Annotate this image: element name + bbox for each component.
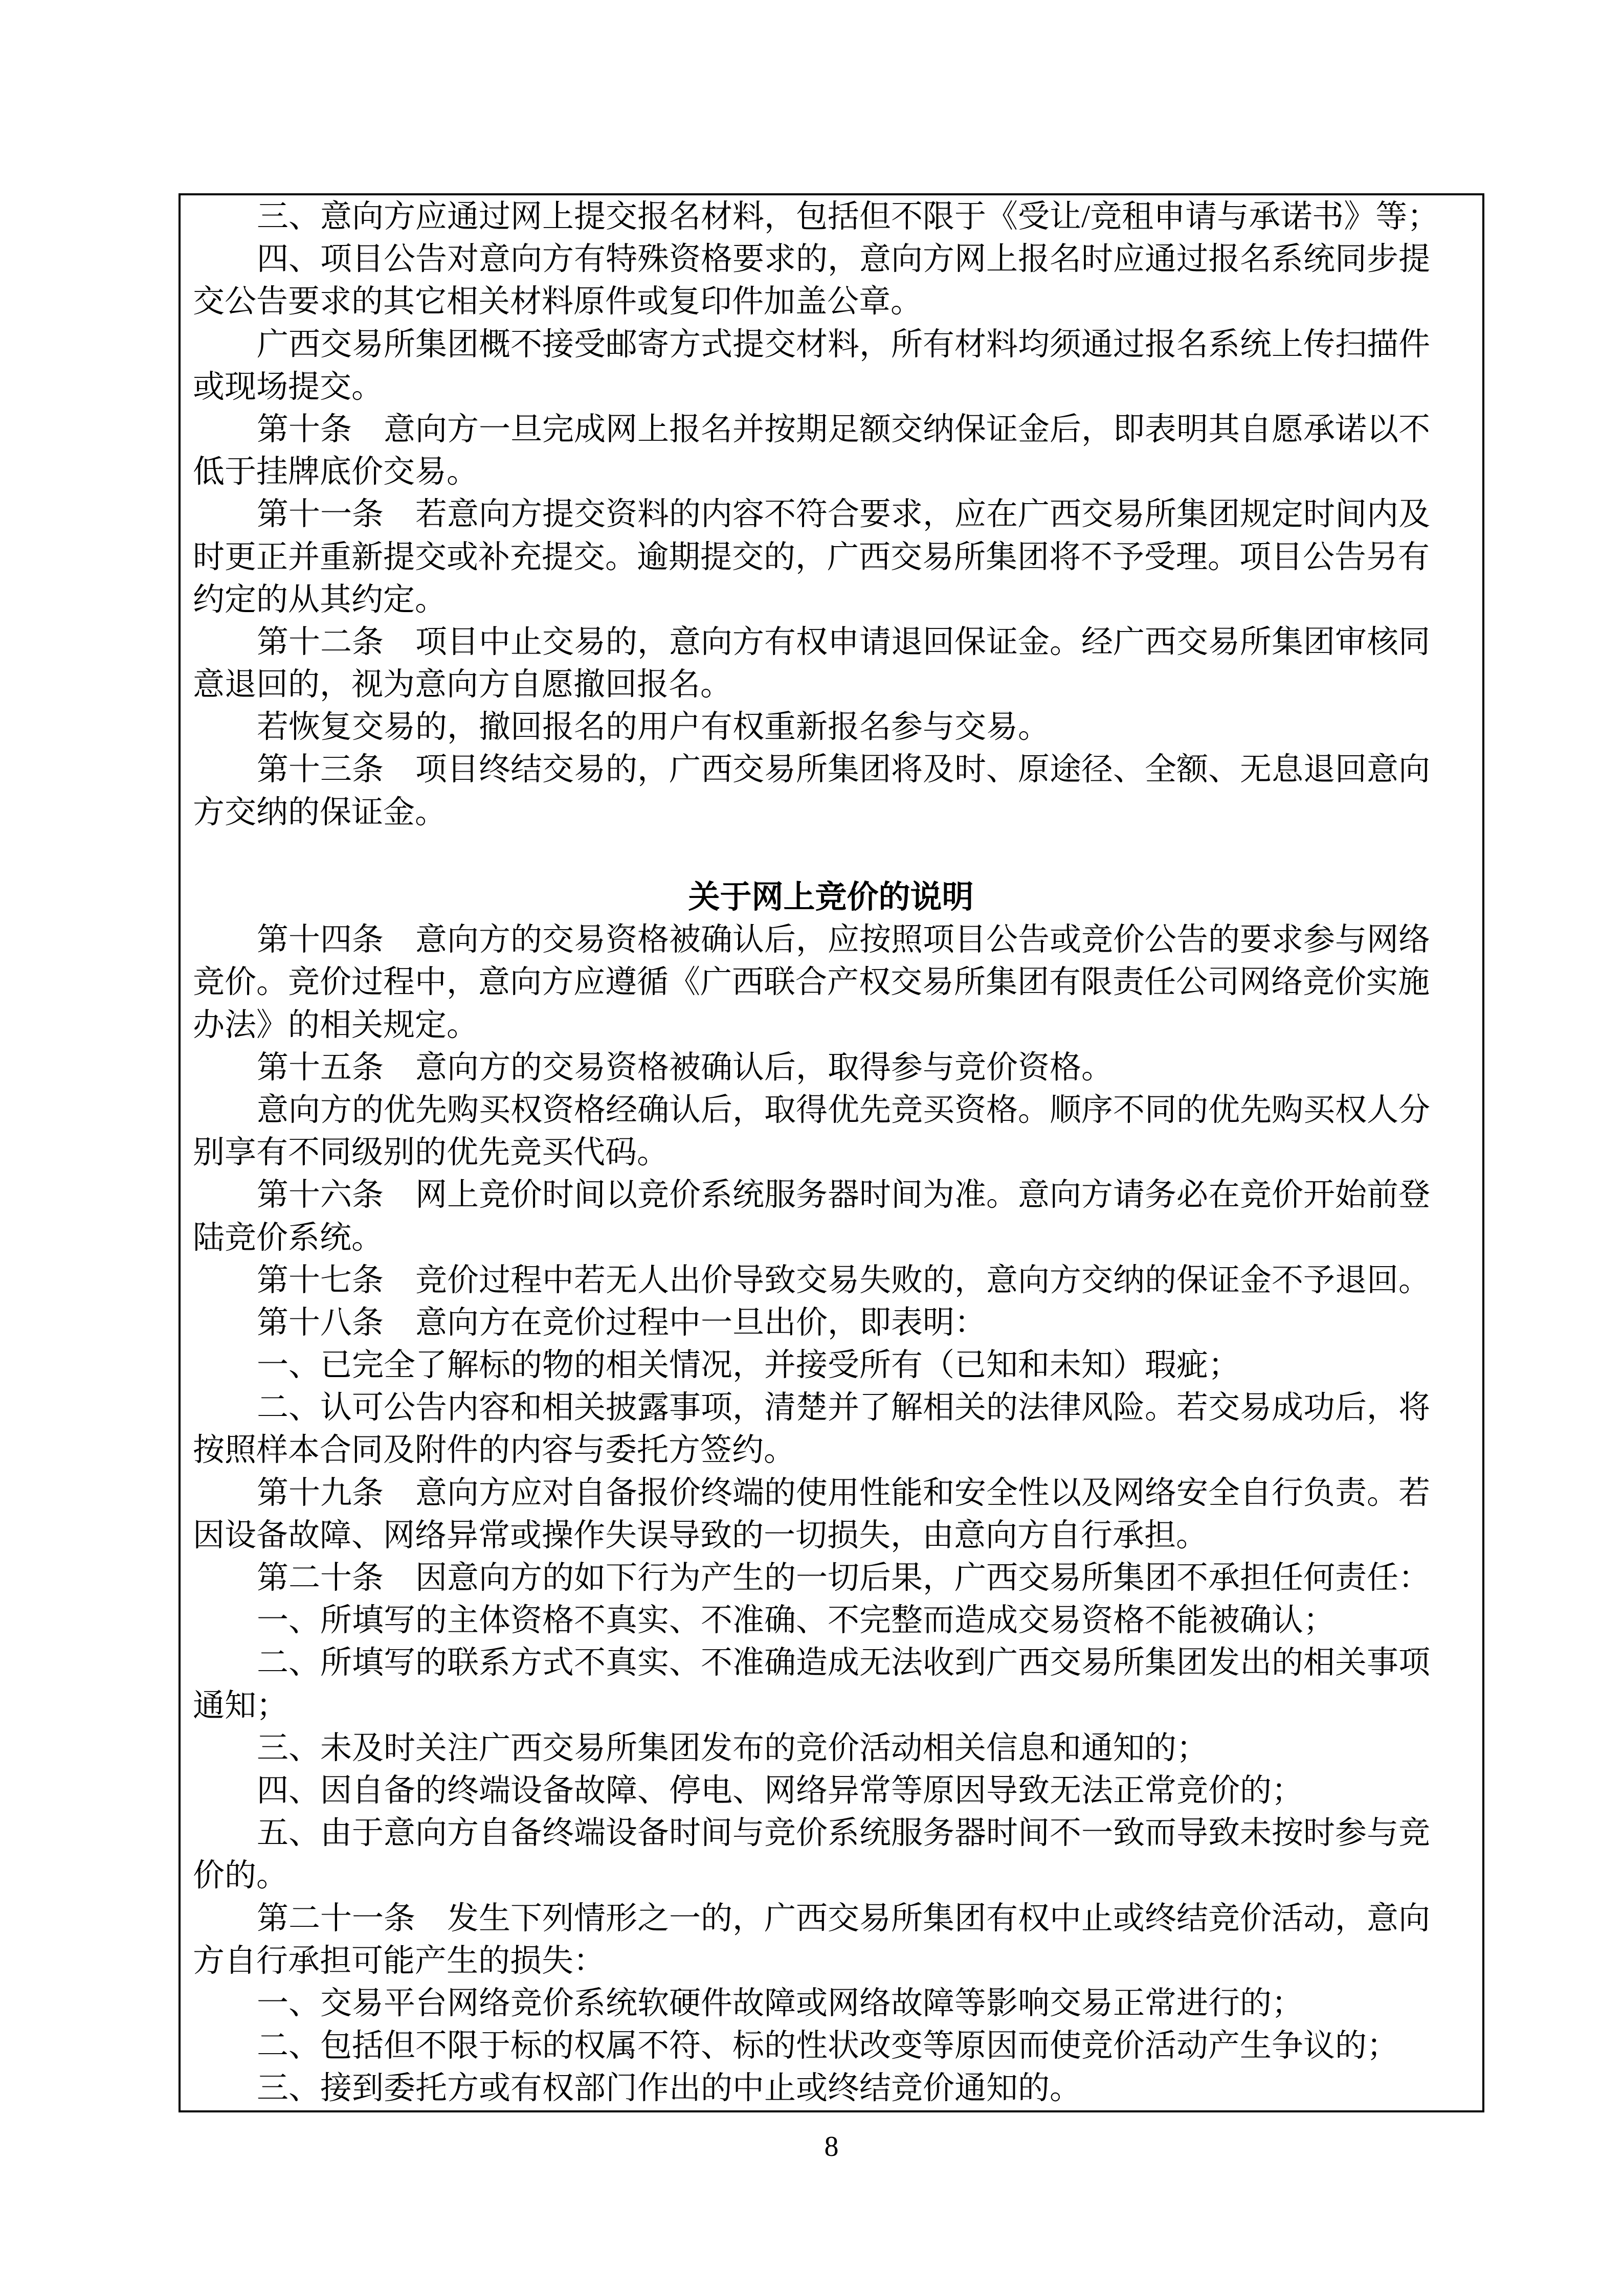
text-line: 第十五条 意向方的交易资格被确认后，取得参与竞价资格。 [257,1050,1114,1085]
text-line: 第十二条 项目中止交易的，意向方有权申请退回保证金。经广西交易所集团审核同 [257,624,1431,660]
text-line: 意退回的，视为意向方自愿撤回报名。 [193,667,732,703]
text-line: 第十九条 意向方应对自备报价终端的使用性能和安全性以及网络安全自行负责。若 [257,1475,1431,1511]
text-line: 低于挂牌底价交易。 [193,455,479,490]
document-frame [179,193,1484,2112]
text-line: 按照样本合同及附件的内容与委托方签约。 [193,1433,796,1468]
text-line: 交公告要求的其它相关材料原件或复印件加盖公章。 [193,284,923,320]
text-line: 通知； [193,1688,288,1723]
text-line: 二、包括但不限于标的权属不符、标的性状改变等原因而使竞价活动产生争议的； [257,2029,1399,2064]
text-line: 约定的从其约定。 [193,582,447,617]
text-line: 第十七条 竞价过程中若无人出价导致交易失败的，意向方交纳的保证金不予退回。 [257,1263,1431,1298]
text-line: 第十六条 网上竞价时间以竞价系统服务器时间为准。意向方请务必在竞价开始前登 [257,1178,1431,1213]
text-line: 三、未及时关注广西交易所集团发布的竞价活动相关信息和通知的； [257,1730,1209,1766]
text-line: 五、由于意向方自备终端设备时间与竞价系统服务器时间不一致而导致未按时参与竞 [257,1816,1431,1851]
text-line: 方自行承担可能产生的损失： [193,1943,606,1978]
text-line: 第十三条 项目终结交易的，广西交易所集团将及时、原途径、全额、无息退回意向 [257,752,1431,787]
text-line: 第十一条 若意向方提交资料的内容不符合要求，应在广西交易所集团规定时间内及 [257,497,1431,532]
text-line: 第二十一条 发生下列情形之一的，广西交易所集团有权中止或终结竞价活动，意向 [257,1901,1431,1936]
text-line: 一、所填写的主体资格不真实、不准确、不完整而造成交易资格不能被确认； [257,1603,1336,1638]
text-line: 价的。 [193,1858,288,1894]
text-line: 第二十条 因意向方的如下行为产生的一切后果，广西交易所集团不承担任何责任： [257,1561,1431,1595]
text-line: 第十条 意向方一旦完成网上报名并按期足额交纳保证金后，即表明其自愿承诺以不 [257,412,1431,447]
page-number: 8 [824,2131,839,2163]
text-line: 一、交易平台网络竞价系统软硬件故障或网络故障等影响交易正常进行的； [257,1986,1304,2021]
text-line: 第十四条 意向方的交易资格被确认后，应按照项目公告或竞价公告的要求参与网络 [257,922,1431,958]
text-line: 时更正并重新提交或补充提交。逾期提交的，广西交易所集团将不予受理。项目公告另有 [193,539,1430,575]
text-line: 三、意向方应通过网上提交报名材料，包括但不限于《受让/竞租申请与承诺书》等； [257,199,1439,234]
text-line: 办法》的相关规定。 [193,1007,479,1043]
text-line: 因设备故障、网络异常或操作失误导致的一切损失，由意向方自行承担。 [193,1518,1208,1553]
text-line: 四、因自备的终端设备故障、停电、网络异常等原因导致无法正常竞价的； [257,1773,1304,1808]
text-line: 若恢复交易的，撤回报名的用户有权重新报名参与交易。 [257,710,1050,745]
text-line: 方交纳的保证金。 [193,795,447,830]
text-line: 二、所填写的联系方式不真实、不准确造成无法收到广西交易所集团发出的相关事项 [257,1646,1431,1681]
text-line: 陆竞价系统。 [193,1220,384,1255]
text-line: 四、项目公告对意向方有特殊资格要求的，意向方网上报名时应通过报名系统同步提 [257,242,1431,277]
section-heading: 关于网上竞价的说明 [688,880,974,915]
text-line: 别享有不同级别的优先竞买代码。 [193,1135,669,1170]
text-line: 竞价。竞价过程中，意向方应遵循《广西联合产权交易所集团有限责任公司网络竞价实施 [193,965,1430,1000]
text-line: 三、接到委托方或有权部门作出的中止或终结竞价通知的。 [257,2071,1082,2106]
text-line: 或现场提交。 [193,369,384,404]
text-line: 一、已完全了解标的物的相关情况，并接受所有（已知和未知）瑕疵； [257,1348,1240,1383]
text-line: 广西交易所集团概不接受邮寄方式提交材料，所有材料均须通过报名系统上传扫描件 [257,327,1431,362]
text-line [193,834,1469,876]
text-line: 二、认可公告内容和相关披露事项，清楚并了解相关的法律风险。若交易成功后，将 [257,1390,1431,1426]
text-line: 意向方的优先购买权资格经确认后，取得优先竞买资格。顺序不同的优先购买权人分 [257,1092,1431,1128]
text-line: 第十八条 意向方在竞价过程中一旦出价，即表明： [257,1305,987,1340]
